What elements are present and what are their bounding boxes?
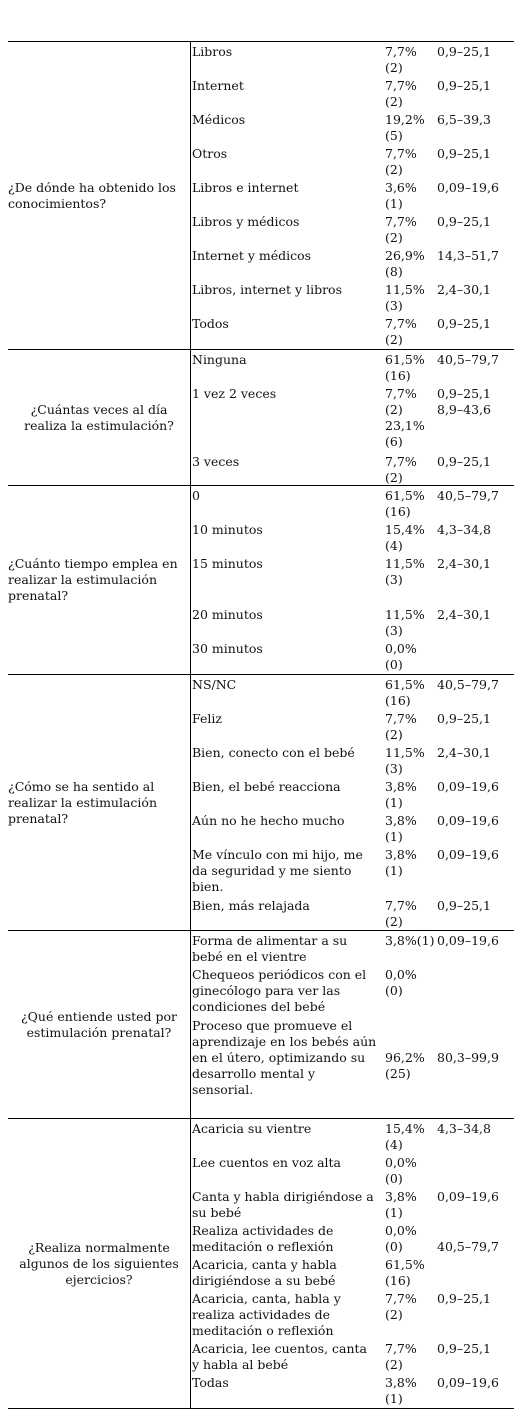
option-label: Libros, internet y libros [192, 282, 342, 297]
option-ci: 40,5–79,7 [437, 352, 499, 367]
option-label: Libros y médicos [192, 214, 300, 229]
option-label: 3 veces [192, 454, 240, 469]
option-percent: 7,7% (2) [385, 1291, 417, 1322]
option-percent: 61,5% (16) [385, 352, 425, 383]
option-percent: 0,0% (0) [385, 641, 417, 672]
option-label: Bien, más relajada [192, 898, 310, 913]
question-cell [8, 1119, 190, 1408]
option-ci: 14,3–51,7 [437, 248, 499, 263]
option-ci: 0,09–19,6 [437, 933, 499, 948]
options-cell [191, 675, 514, 930]
option-label: Ninguna [192, 352, 247, 367]
option-label: Forma de alimentar a su bebé en el vientre [192, 933, 348, 964]
option-label: Libros e internet [192, 180, 299, 195]
option-ci: 0,9–25,1 [437, 78, 491, 93]
option-ci: 2,4–30,1 [437, 556, 491, 571]
section-daily-frequency [8, 350, 514, 486]
option-percent: 7,7% (2) [385, 454, 417, 485]
question-text: ¿De dónde ha obtenido los conocimientos? [8, 179, 176, 211]
option-percent: 3,6% (1) [385, 180, 417, 211]
option-label: Todas [192, 1375, 229, 1390]
option-label: Libros [192, 44, 233, 59]
option-label: Otros [192, 146, 228, 161]
question-cell [8, 350, 190, 485]
option-label: Canta y habla dirigiéndose a su bebé [192, 1189, 374, 1220]
option-ci: 80,3–99,9 [437, 1050, 499, 1065]
option-percent: 7,7% (2) 23,1% (6) [385, 386, 425, 449]
option-label: Acaricia, canta, habla y realiza actividades de meditación o reflexión [192, 1291, 341, 1338]
option-percent: 7,7% (2) [385, 44, 417, 75]
option-percent: 11,5% (3) [385, 556, 425, 587]
option-percent: 61,5% (16) [385, 677, 425, 708]
option-label: 15 minutos [192, 556, 263, 571]
option-ci: 0,09–19,6 [437, 847, 499, 862]
option-percent: 19,2% (5) [385, 112, 425, 143]
option-percent: 7,7% (2) [385, 146, 417, 177]
option-percent: 7,7% (2) [385, 1341, 417, 1372]
option-label: Acaricia, canta y habla dirigiéndose a su bebé [192, 1257, 337, 1288]
option-ci: 0,9–25,1 [437, 454, 491, 469]
options-cell [191, 931, 514, 1118]
option-ci: 2,4–30,1 [437, 607, 491, 622]
question-text: ¿Cuántas veces al día realiza la estimulación? [24, 401, 174, 433]
option-label: Realiza actividades de meditación o reflexión [192, 1223, 334, 1254]
option-label: Bien, conecto con el bebé [192, 745, 355, 760]
option-percent: 7,7% (2) [385, 898, 417, 929]
option-percent: 11,5% (3) [385, 607, 425, 638]
option-ci: 0,09–19,6 [437, 779, 499, 794]
option-ci: 40,5–79,7 [437, 677, 499, 692]
option-ci: 0,9–25,1 [437, 1341, 491, 1356]
option-ci: 2,4–30,1 [437, 282, 491, 297]
option-percent: 3,8% (1) [385, 1375, 417, 1406]
section-definition [8, 931, 514, 1119]
option-ci: 0,9–25,1 [437, 44, 491, 59]
option-percent: 15,4% (4) [385, 522, 425, 553]
option-percent: 0,0% (0) [385, 967, 417, 998]
option-percent: 26,9% (8) [385, 248, 425, 279]
option-label: Me vínculo con mi hijo, me da seguridad y me siento bien. [192, 847, 363, 894]
option-label: Acaricia su vientre [192, 1121, 312, 1136]
option-ci: 0,9–25,1 [437, 711, 491, 726]
option-label: Lee cuentos en voz alta [192, 1155, 341, 1170]
option-ci: 4,3–34,8 [437, 522, 491, 537]
option-percent: 0,0% (0) [385, 1155, 417, 1186]
option-label: Acaricia, lee cuentos, canta y habla al bebé [192, 1341, 368, 1372]
option-percent: 7,7% (2) [385, 316, 417, 347]
option-percent: 3,8% (1) [385, 847, 417, 878]
option-percent: 7,7% (2) [385, 78, 417, 109]
option-label: 30 minutos [192, 641, 263, 656]
options-cell [191, 42, 514, 349]
option-label: Feliz [192, 711, 222, 726]
option-ci: 0,9–25,1 [437, 1291, 491, 1306]
option-label: Todos [192, 316, 229, 331]
option-label: Bien, el bebé reacciona [192, 779, 341, 794]
option-label: NS/NC [192, 677, 237, 692]
option-percent: 11,5% (3) [385, 282, 425, 313]
option-ci: 0,09–19,6 [437, 1375, 499, 1390]
question-text: ¿Cuánto tiempo emplea en realizar la estimulación prenatal? [8, 556, 178, 603]
option-ci: 0,09–19,6 [437, 813, 499, 828]
option-percent: 61,5% (16) [385, 1257, 425, 1288]
question-cell [8, 486, 190, 674]
question-text: ¿Qué entiende usted por estimulación prenatal? [20, 1008, 178, 1040]
option-label: 1 vez 2 veces [192, 386, 277, 401]
options-cell [191, 486, 514, 674]
question-text: ¿Cómo se ha sentido al realizar la estimulación prenatal? [8, 778, 157, 826]
option-ci: 2,4–30,1 [437, 745, 491, 760]
option-label: Chequeos periódicos con el ginecólogo para ver las condiciones del bebé [192, 967, 367, 1014]
option-ci: 4,3–34,8 [437, 1121, 491, 1136]
option-label: Aún no he hecho mucho [192, 813, 345, 828]
option-label: 0 [192, 488, 200, 503]
option-ci: 0,9–25,1 [437, 214, 491, 229]
option-ci: 0,9–25,1 [437, 898, 491, 913]
question-cell [8, 42, 190, 349]
option-label: 20 minutos [192, 607, 263, 622]
option-percent: 7,7% (2) [385, 711, 417, 742]
option-ci: 0,09–19,6 [437, 180, 499, 195]
option-percent: 61,5% (16) [385, 488, 425, 519]
option-percent: 3,8%(1) [385, 933, 435, 948]
option-percent: 11,5% (3) [385, 745, 425, 776]
option-ci: 0,09–19,6 [437, 1189, 499, 1204]
option-label: Internet y médicos [192, 248, 312, 263]
option-ci: 40,5–79,7 [437, 488, 499, 503]
option-ci: 40,5–79,7 [437, 1239, 499, 1254]
option-percent: 0,0% (0) [385, 1223, 417, 1254]
question-cell [8, 675, 190, 930]
option-percent: 3,8% (1) [385, 813, 417, 844]
section-time-spent [8, 486, 514, 675]
data-table [8, 41, 514, 1409]
section-knowledge-source [8, 42, 514, 350]
options-cell [191, 350, 514, 485]
option-percent: 3,8% (1) [385, 779, 417, 810]
option-label: 10 minutos [192, 522, 263, 537]
question-text: ¿Realiza normalmente algunos de los siguientes ejercicios? [19, 1239, 179, 1287]
option-percent: 7,7% (2) [385, 214, 417, 245]
question-cell [8, 931, 190, 1118]
section-feeling [8, 675, 514, 931]
option-percent: 3,8% (1) [385, 1189, 417, 1220]
options-cell [191, 1119, 514, 1408]
option-ci: 0,9–25,1 [437, 316, 491, 331]
option-percent: 15,4% (4) [385, 1121, 425, 1152]
option-label: Internet [192, 78, 244, 93]
option-ci: 0,9–25,1 8,9–43,6 [437, 386, 491, 417]
section-exercises [8, 1119, 514, 1408]
option-ci: 6,5–39,3 [437, 112, 491, 127]
option-label: Médicos [192, 112, 246, 127]
option-percent: 96,2% (25) [385, 1050, 425, 1081]
option-label: Proceso que promueve el aprendizaje en los bebés aún en el útero, optimizando su desarrollo mental y sensorial. [192, 1018, 377, 1097]
option-ci: 0,9–25,1 [437, 146, 491, 161]
